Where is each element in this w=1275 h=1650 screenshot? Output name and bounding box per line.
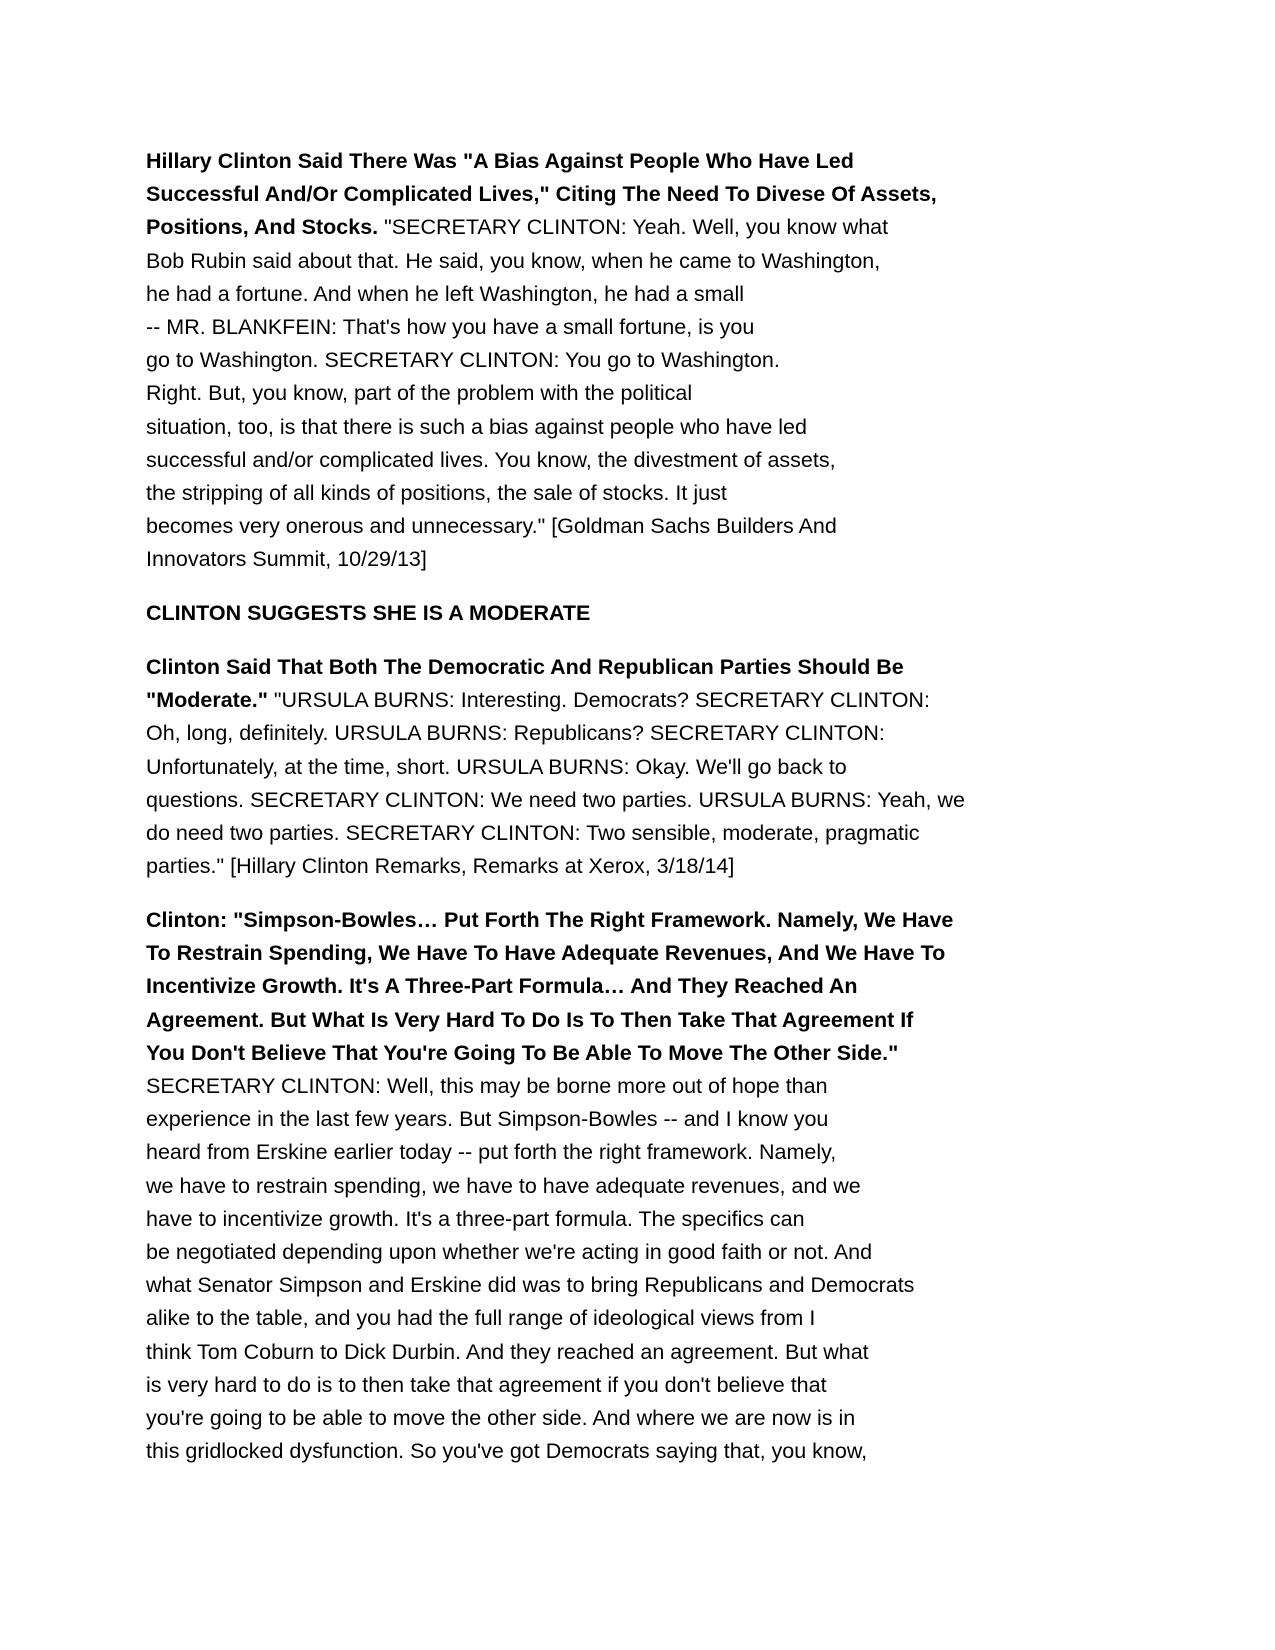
body-text: what Senator Simpson and Erskine did was to bring Republicans and Democrats xyxy=(146,1273,915,1298)
paragraph-bias-against-successful-lives xyxy=(146,145,937,577)
text-line xyxy=(146,904,953,937)
text-line xyxy=(146,1103,953,1136)
text-line xyxy=(146,751,965,784)
text-line xyxy=(146,1004,953,1037)
bold-text: Agreement. But What Is Very Hard To Do Is To Then Take That Agreement If xyxy=(146,1007,914,1032)
text-line xyxy=(146,817,965,850)
text-line xyxy=(146,377,937,410)
bold-text: You Don't Believe That You're Going To Be Able To Move The Other Side." xyxy=(146,1040,899,1065)
text-line xyxy=(146,1435,953,1468)
text-line xyxy=(146,178,937,211)
paragraph-simpson-bowles xyxy=(146,904,953,1468)
text-line xyxy=(146,1070,953,1103)
bold-text: Successful And/Or Complicated Lives," Citing The Need To Divese Of Assets, xyxy=(146,182,937,207)
text-line xyxy=(146,970,953,1003)
body-text: "SECRETARY CLINTON: Yeah. Well, you know what xyxy=(378,215,889,240)
text-line xyxy=(146,937,953,970)
bold-text: Clinton Said That Both The Democratic And Republican Parties Should Be xyxy=(146,655,904,679)
text-line xyxy=(146,1269,953,1302)
body-text: heard from Erskine earlier today -- put forth the right framework. Namely, xyxy=(146,1140,837,1165)
body-text: be negotiated depending upon whether we're acting in good faith or not. And xyxy=(146,1240,873,1265)
text-line xyxy=(146,543,937,576)
body-text: SECRETARY CLINTON: Well, this may be borne more out of hope than xyxy=(146,1074,828,1099)
bold-text: Incentivize Growth. It's A Three-Part Formula… And They Reached An xyxy=(146,974,858,999)
text-line xyxy=(146,311,937,344)
body-text: situation, too, is that there is such a bias against people who have led xyxy=(146,414,807,439)
text-line xyxy=(146,278,937,311)
text-line xyxy=(146,245,937,278)
bold-text: To Restrain Spending, We Have To Have Adequate Revenues, And We Have To xyxy=(146,941,946,966)
text-line xyxy=(146,1203,953,1236)
text-line xyxy=(146,444,937,477)
body-text: we have to restrain spending, we have to have adequate revenues, and we xyxy=(146,1173,861,1198)
text-line xyxy=(146,1336,953,1369)
text-line xyxy=(146,477,937,510)
text-line xyxy=(146,145,937,178)
text-line xyxy=(146,211,937,244)
bold-text: Clinton: "Simpson-Bowles… Put Forth The Right Framework. Namely, We Have xyxy=(146,908,954,932)
body-text: alike to the table, and you had the full range of ideological views from I xyxy=(146,1306,816,1331)
body-text: do need two parties. SECRETARY CLINTON: Two sensible, moderate, pragmatic xyxy=(146,821,920,846)
paragraph-moderate-parties xyxy=(146,651,965,883)
body-text: Innovators Summit, 10/29/13] xyxy=(146,547,427,572)
body-text: becomes very onerous and unnecessary." [Goldman Sachs Builders And xyxy=(146,514,837,539)
text-line xyxy=(146,850,965,883)
body-text: the stripping of all kinds of positions, the sale of stocks. It just xyxy=(146,481,727,506)
body-text: he had a fortune. And when he left Washington, he had a small xyxy=(146,281,745,306)
bold-text: Hillary Clinton Said There Was "A Bias Against People Who Have Led xyxy=(146,149,854,173)
body-text: Bob Rubin said about that. He said, you know, when he came to Washington, xyxy=(146,248,881,273)
body-text: this gridlocked dysfunction. So you've got Democrats saying that, you know, xyxy=(146,1439,868,1464)
body-text: parties." [Hillary Clinton Remarks, Remarks at Xerox, 3/18/14] xyxy=(146,854,735,879)
body-text: think Tom Coburn to Dick Durbin. And they reached an agreement. But what xyxy=(146,1339,869,1364)
body-text: you're going to be able to move the other side. And where we are now is in xyxy=(146,1406,856,1431)
text-line xyxy=(146,651,965,684)
body-text: Unfortunately, at the time, short. URSULA BURNS: Okay. We'll go back to xyxy=(146,754,847,779)
text-line xyxy=(146,344,937,377)
text-line xyxy=(146,1136,953,1169)
section-heading xyxy=(146,597,590,630)
body-text: "URSULA BURNS: Interesting. Democrats? SECRETARY CLINTON: xyxy=(267,688,930,713)
bold-text: "Moderate." xyxy=(146,688,268,713)
body-text: is very hard to do is to then take that agreement if you don't believe that xyxy=(146,1372,827,1397)
body-text: experience in the last few years. But Simpson-Bowles -- and I know you xyxy=(146,1107,829,1132)
body-text: Right. But, you know, part of the problem with the political xyxy=(146,381,693,406)
body-text: successful and/or complicated lives. You know, the divestment of assets, xyxy=(146,447,836,472)
body-text: Oh, long, definitely. URSULA BURNS: Republicans? SECRETARY CLINTON: xyxy=(146,721,885,746)
text-line xyxy=(146,1236,953,1269)
text-line xyxy=(146,1369,953,1402)
text-line xyxy=(146,784,965,817)
text-line xyxy=(146,684,965,717)
section-heading-text: CLINTON SUGGESTS SHE IS A MODERATE xyxy=(146,601,591,625)
text-line xyxy=(146,411,937,444)
text-line xyxy=(146,1037,953,1070)
text-line xyxy=(146,1402,953,1435)
body-text: go to Washington. SECRETARY CLINTON: You go to Washington. xyxy=(146,348,780,373)
bold-text: Positions, And Stocks. xyxy=(146,215,379,240)
body-text: have to incentivize growth. It's a three-part formula. The specifics can xyxy=(146,1206,805,1231)
text-line xyxy=(146,1302,953,1335)
body-text: questions. SECRETARY CLINTON: We need two parties. URSULA BURNS: Yeah, we xyxy=(146,787,965,812)
text-line xyxy=(146,510,937,543)
body-text: -- MR. BLANKFEIN: That's how you have a small fortune, is you xyxy=(146,315,755,340)
text-line xyxy=(146,717,965,750)
text-line xyxy=(146,1170,953,1203)
